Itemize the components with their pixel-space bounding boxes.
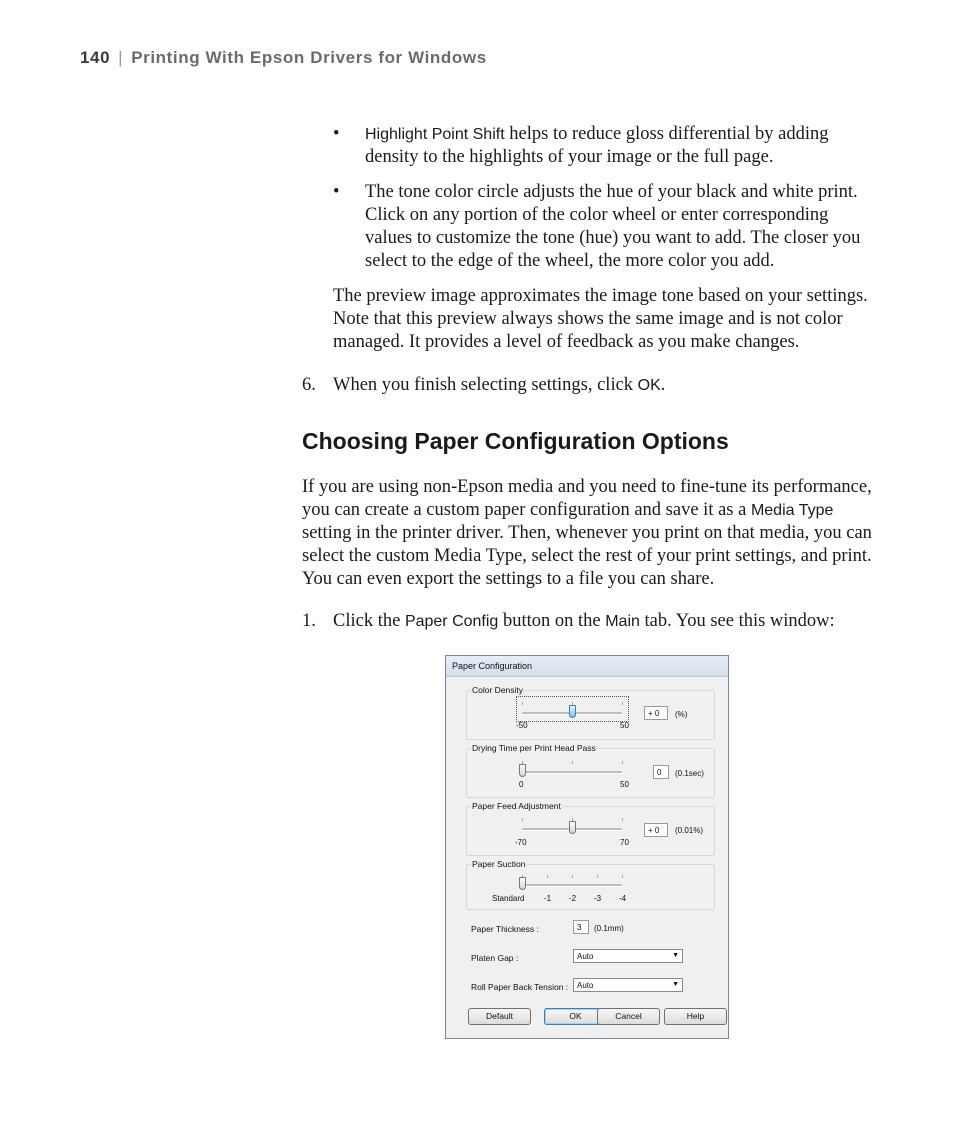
section-heading: Choosing Paper Configuration Options: [302, 428, 729, 454]
bullet-text: The tone color circle adjusts the hue of your black and white print. Click on any portion of the color wheel or enter corresponding values to customize the tone (hue) you want to add. The closer you select to the edge of the wheel, the more color you add.: [365, 182, 861, 271]
header-section-title: Printing With Epson Drivers for Windows: [131, 48, 487, 67]
drying-time-input[interactable]: 0: [653, 765, 669, 779]
roll-tension-value: Auto: [577, 981, 594, 990]
step-text-2: button on the: [498, 611, 606, 631]
dropdown-arrow-icon: ▼: [672, 981, 679, 988]
paper-thickness-label: Paper Thickness :: [471, 924, 539, 934]
suction-tick-standard: Standard: [492, 894, 525, 903]
drying-time-slider-thumb[interactable]: [519, 764, 526, 777]
dialog-title: Paper Configuration: [452, 661, 533, 671]
step-text-3: tab. You see this window:: [639, 611, 835, 631]
tick-mark: [572, 761, 573, 764]
color-density-label: Color Density: [472, 685, 524, 695]
paper-thickness-input[interactable]: 3: [573, 920, 589, 934]
step-number: 6.: [302, 375, 316, 395]
header-separator: |: [118, 48, 124, 67]
paper-feed-slider-thumb[interactable]: [569, 821, 576, 834]
term-ok: OK: [637, 377, 661, 394]
term-paper-config: Paper Config: [404, 613, 499, 630]
page-number: 140: [80, 48, 111, 67]
bullet-highlight-point-shift: [333, 123, 878, 169]
tick-mark: [597, 875, 598, 878]
color-density-min: -50: [516, 721, 528, 730]
paper-thickness-unit: (0.1mm): [594, 924, 624, 933]
term-main: Main: [605, 613, 640, 630]
platen-gap-select[interactable]: [573, 949, 683, 963]
drying-time-track: [522, 771, 622, 774]
bullet-text: helps to reduce gloss differential by adding density to the highlights of your image or the full page.: [365, 124, 829, 167]
paper-feed-label: Paper Feed Adjustment: [472, 801, 561, 811]
paper-feed-min: -70: [515, 838, 527, 847]
intro-paragraph: [302, 476, 882, 591]
intro-text-2: setting in the printer driver. Then, whenever you print on that media, you can select the custom Media Type, select the rest of your print settings, and print. You can even export the settings to a file you can share.: [302, 523, 872, 589]
paper-feed-unit: (0.01%): [675, 826, 704, 835]
suction-tick-1: -1: [544, 894, 552, 903]
platen-gap-label: Platen Gap :: [471, 953, 519, 963]
step-text: When you finish selecting settings, click: [333, 375, 638, 395]
paper-suction-label: Paper Suction: [472, 859, 526, 869]
default-button[interactable]: Default: [468, 1008, 531, 1025]
dialog-titlebar: [446, 656, 728, 677]
color-density-max: 50: [620, 721, 629, 730]
suction-tick-3: -3: [594, 894, 602, 903]
bullet-marker: •: [333, 124, 340, 144]
tick-mark: [572, 875, 573, 878]
platen-gap-value: Auto: [577, 952, 594, 961]
drying-time-max: 50: [620, 780, 629, 789]
tick-mark: [522, 818, 523, 821]
step-number: 1.: [302, 611, 316, 631]
cancel-button[interactable]: Cancel: [597, 1008, 660, 1025]
step-text-end: .: [660, 375, 666, 395]
paper-feed-input[interactable]: + 0: [644, 823, 668, 837]
step-1: [302, 610, 882, 633]
drying-time-min: 0: [519, 780, 524, 789]
tick-mark: [622, 875, 623, 878]
paper-suction-slider-thumb[interactable]: [519, 877, 526, 890]
color-density-unit: (%): [675, 710, 688, 719]
roll-tension-select[interactable]: [573, 978, 683, 992]
tick-mark: [622, 702, 623, 705]
paper-feed-max: 70: [620, 838, 629, 847]
running-header: [80, 48, 487, 68]
tick-mark: [622, 818, 623, 821]
intro-text: If you are using non-Epson media and you need to fine-tune its performance, you can create a custom paper configuration and save it as a: [302, 477, 872, 520]
dropdown-arrow-icon: ▼: [672, 952, 679, 959]
term-media-type: Media Type: [750, 502, 834, 519]
paper-configuration-dialog: [445, 655, 729, 1039]
roll-tension-label: Roll Paper Back Tension :: [471, 982, 569, 992]
tick-mark: [622, 761, 623, 764]
step-text: Click the: [333, 611, 405, 631]
bullet-tone-color-circle: [333, 181, 878, 273]
drying-time-label: Drying Time per Print Head Pass: [472, 743, 596, 753]
suction-tick-2: -2: [569, 894, 577, 903]
paper-suction-track: [522, 884, 622, 887]
paper-suction-group: [466, 864, 715, 910]
tick-mark: [522, 702, 523, 705]
help-button[interactable]: Help: [664, 1008, 727, 1025]
color-density-input[interactable]: + 0: [644, 706, 668, 720]
preview-paragraph: The preview image approximates the image tone based on your settings. Note that this preview always shows the same image and is not color managed. It provides a level of feedback as you make changes.: [333, 286, 868, 352]
bullet-marker: •: [333, 182, 340, 202]
term-highlight-point-shift: Highlight Point Shift: [365, 126, 505, 143]
step-6: [302, 374, 882, 397]
color-density-slider-thumb[interactable]: [569, 705, 576, 718]
suction-tick-4: -4: [619, 894, 627, 903]
drying-time-unit: (0.1sec): [675, 769, 704, 778]
ok-button[interactable]: OK: [544, 1008, 607, 1025]
tick-mark: [547, 875, 548, 878]
